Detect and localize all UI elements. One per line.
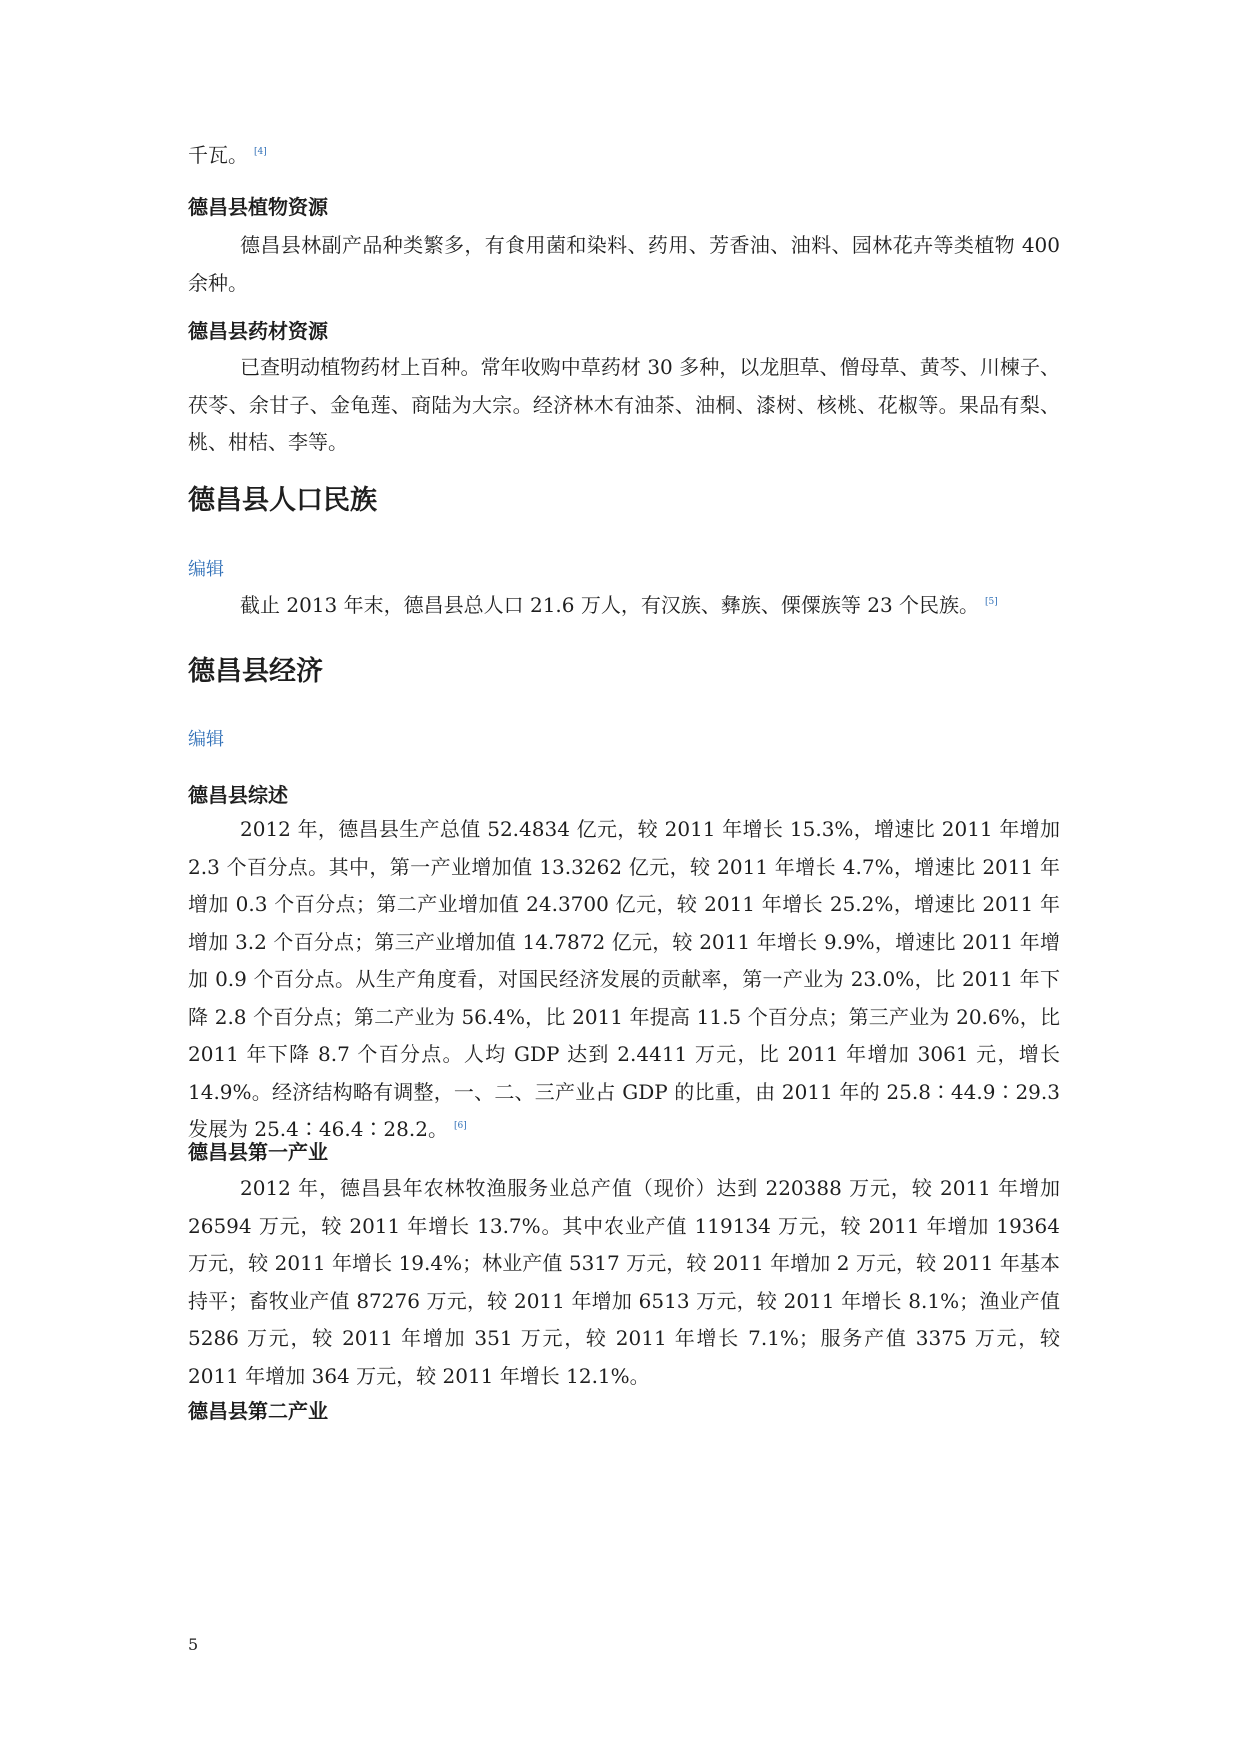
citation-link[interactable]: [4] [254,147,267,158]
secondary-industry-heading: 德昌县第二产业 [188,1399,328,1423]
overview-paragraph [188,811,1060,1149]
plants-heading: 德昌县植物资源 [188,195,328,219]
page-number: 5 [188,1635,199,1654]
edit-link-label[interactable]: 编辑 [188,559,224,580]
herbs-paragraph: 已查明动植物药材上百种。常年收购中草药材 30 多种，以龙胆草、僧母草、黄芩、川楝子、茯苓、余甘子、金龟莲、商陆为大宗。经济林木有油茶、油桐、漆树、核桃、花椒等。果品有梨、桃、柑桔、李等。 [188,355,1060,454]
primary-industry-paragraph: 2012 年，德昌县年农林牧渔服务业总产值（现价）达到 220388 万元，较 2011 年增加 26594 万元，较 2011 年增长 13.7%。其中农业产值 119134 万元，较 2011 年增加 19364 万元，较 2011 年增长 19.4%；林业产值 5317 万元，较 2011 年增加 2 万元，较 2011 年基本持平；畜牧业产值 87276 万元，较 2011 年增加 6513 万元，较 2011 年增长 8.1%；渔业产值 5286 万元，较 2011 年增加 351 万元，较 2011 年增长 7.1%；服务产值 3375 万元，较 2011 年增加 364 万元，较 2011 年增长 12.1%。 [188,1176,1060,1388]
overview-heading: 德昌县综述 [188,783,288,807]
population-section-title: 德昌县人口民族 [188,485,377,516]
citation-link[interactable]: [6] [453,1121,467,1132]
primary-industry-heading: 德昌县第一产业 [188,1140,328,1164]
edit-link-label[interactable]: 编辑 [188,729,224,750]
plants-paragraph: 德昌县林副产品种类繁多，有食用菌和染料、药用、芳香油、油料、园林花卉等类植物 400 余种。 [188,233,1060,295]
herbs-heading: 德昌县药材资源 [188,319,328,343]
population-text: 截止 2013 年末，德昌县总人口 21.6 万人，有汉族、彝族、傈僳族等 23 个民族。 [240,593,980,617]
economy-section-title: 德昌县经济 [188,656,323,687]
intro-text: 千瓦。 [188,143,248,167]
overview-text: 2012 年，德昌县生产总值 52.4834 亿元，较 2011 年增长 15.3%，增速比 2011 年增加 2.3 个百分点。其中，第一产业增加值 13.3262 亿元，较 2011 年增长 4.7%，增速比 2011 年增加 0.3 个百分点；第二产业增加值 24.3700 亿元，较 2011 年增长 25.2%，增速比 2011 年增加 3.2 个百分点；第三产业增加值 14.7872 亿元，较 2011 年增长 9.9%，增速比 2011 年增加 0.9 个百分点。从生产角度看，对国民经济发展的贡献率，第一产业为 23.0%，比 2011 年下降 2.8 个百分点；第二产业为 56.4%，比 2011 年提高 11.5 个百分点；第三产业为 20.6%，比 2011 年下降 8.7 个百分点。人均 GDP 达到 2.4411 万元，比 2011 年增加 3061 元，增长 14.9%。经济结构略有调整，一、二、三产业占 GDP 的比重，由 2011 年的 25.8∶44.9∶29.3 发展为 25.4∶46.4∶28.2。 [188,817,1060,1141]
population-edit-link[interactable] [188,557,1060,583]
economy-edit-link[interactable] [188,727,1060,753]
citation-link[interactable]: [5] [985,597,998,608]
intro-paragraph [188,137,1060,175]
population-paragraph [188,587,1060,625]
